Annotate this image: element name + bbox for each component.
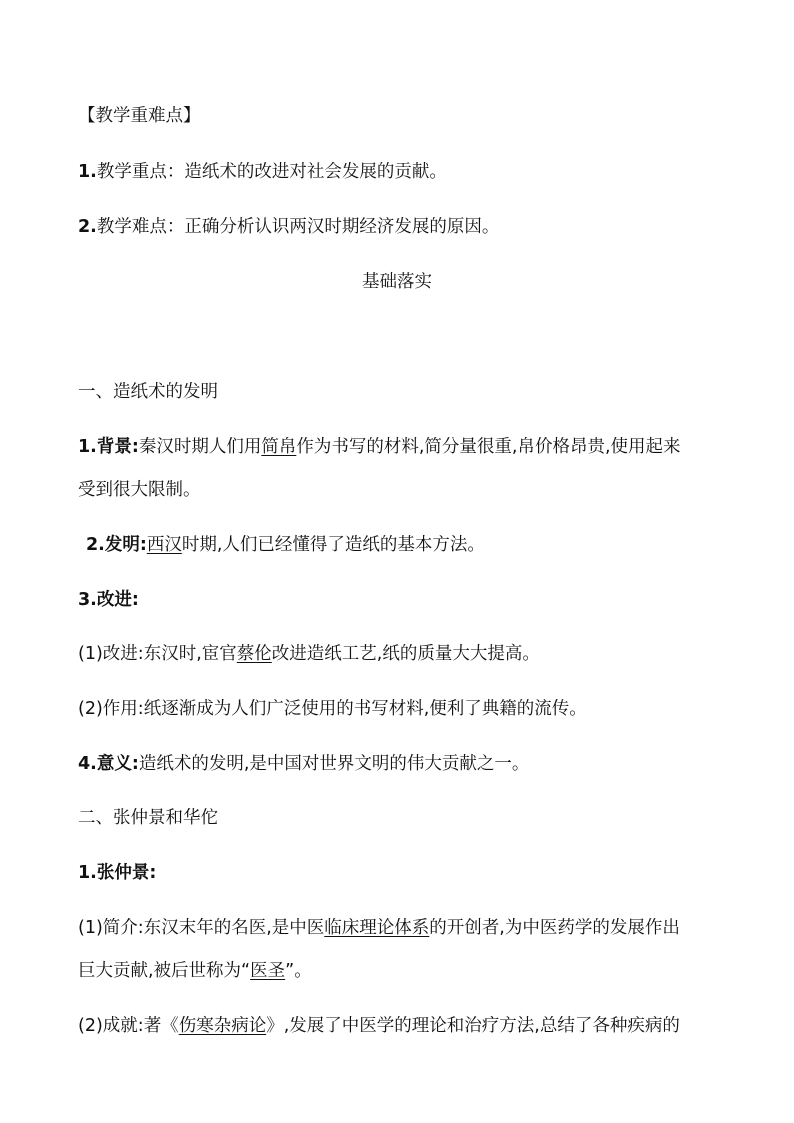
improvement-sub2	[78, 697, 587, 721]
background-text-cont: 作为书写的材料,简分量很重,帛价格昂贵,使用起来	[296, 437, 681, 457]
zhang-intro-line-2	[78, 959, 312, 983]
sub-prefix: (2)	[78, 699, 103, 719]
item-number: 4.	[78, 754, 97, 774]
item-number: 3.	[78, 590, 97, 610]
background-label: 背景:	[96, 437, 139, 457]
answer-blank: 西汉	[146, 535, 182, 555]
significance-line	[78, 752, 529, 776]
significance-label: 意义:	[96, 754, 139, 774]
sub2-text: 作用:纸逐渐成为人们广泛使用的书写材料,便利了典籍的流传。	[102, 699, 587, 719]
zhang-intro-line	[78, 916, 680, 940]
intro-text-end: ”。	[285, 961, 312, 981]
answer-blank: 临床理论体系	[324, 918, 430, 938]
teaching-focus-title: 【教学重难点】	[78, 106, 201, 126]
difficult-point-text: 教学难点：正确分析认识两汉时期经济发展的原因。	[96, 217, 500, 237]
intro-text-cont: 的开创者,为中医药学的发展作出	[429, 918, 680, 938]
intro-text: 简介:东汉末年的名医,是中医	[102, 918, 325, 938]
item-number: 1.	[78, 863, 97, 883]
item-number: 1.	[78, 437, 97, 457]
sub1-text-cont: 改进造纸工艺,纸的质量大大提高。	[271, 644, 540, 664]
improvement-heading	[78, 588, 139, 612]
zhang-heading	[78, 861, 156, 885]
improvement-sub1	[78, 642, 540, 666]
answer-blank: 简帛	[261, 437, 297, 457]
improvement-label: 改进:	[96, 590, 139, 610]
achievement-text: 成就:著《	[102, 1016, 179, 1036]
answer-blank: 医圣	[250, 961, 286, 981]
sub-prefix: (1)	[78, 644, 103, 664]
background-text: 秦汉时期人们用	[138, 437, 262, 457]
difficult-point-line	[78, 215, 499, 239]
sub-prefix: (2)	[78, 1016, 103, 1036]
answer-blank: 蔡伦	[236, 644, 272, 664]
key-point-text: 教学重点：造纸术的改进对社会发展的贡献。	[96, 162, 447, 182]
part2-title: 二、张仲景和华佗	[78, 808, 218, 828]
significance-text: 造纸术的发明,是中国对世界文明的伟大贡献之一。	[138, 754, 530, 774]
part1-title: 一、造纸术的发明	[78, 382, 218, 402]
key-point-line	[78, 160, 447, 184]
zhang-achievement-line	[78, 1014, 680, 1038]
item-number: 2.	[78, 217, 97, 237]
sub-prefix: (1)	[78, 918, 103, 938]
item-number: 2.	[86, 535, 105, 555]
section-heading: 基础落实	[362, 272, 432, 292]
item-number: 1.	[78, 162, 97, 182]
background-line-2: 受到很大限制。	[78, 480, 201, 500]
invention-line	[86, 533, 485, 557]
invention-label: 发明:	[104, 535, 147, 555]
zhang-label: 张仲景:	[96, 863, 157, 883]
answer-blank: 伤寒杂病论	[178, 1016, 267, 1036]
sub1-text: 改进:东汉时,宦官	[102, 644, 237, 664]
intro-text-2: 巨大贡献,被后世称为“	[78, 961, 251, 981]
background-line	[78, 435, 681, 459]
invention-text: 时期,人们已经懂得了造纸的基本方法。	[181, 535, 485, 555]
achievement-text-cont: 》,发展了中医学的理论和治疗方法,总结了各种疾病的	[266, 1016, 680, 1036]
